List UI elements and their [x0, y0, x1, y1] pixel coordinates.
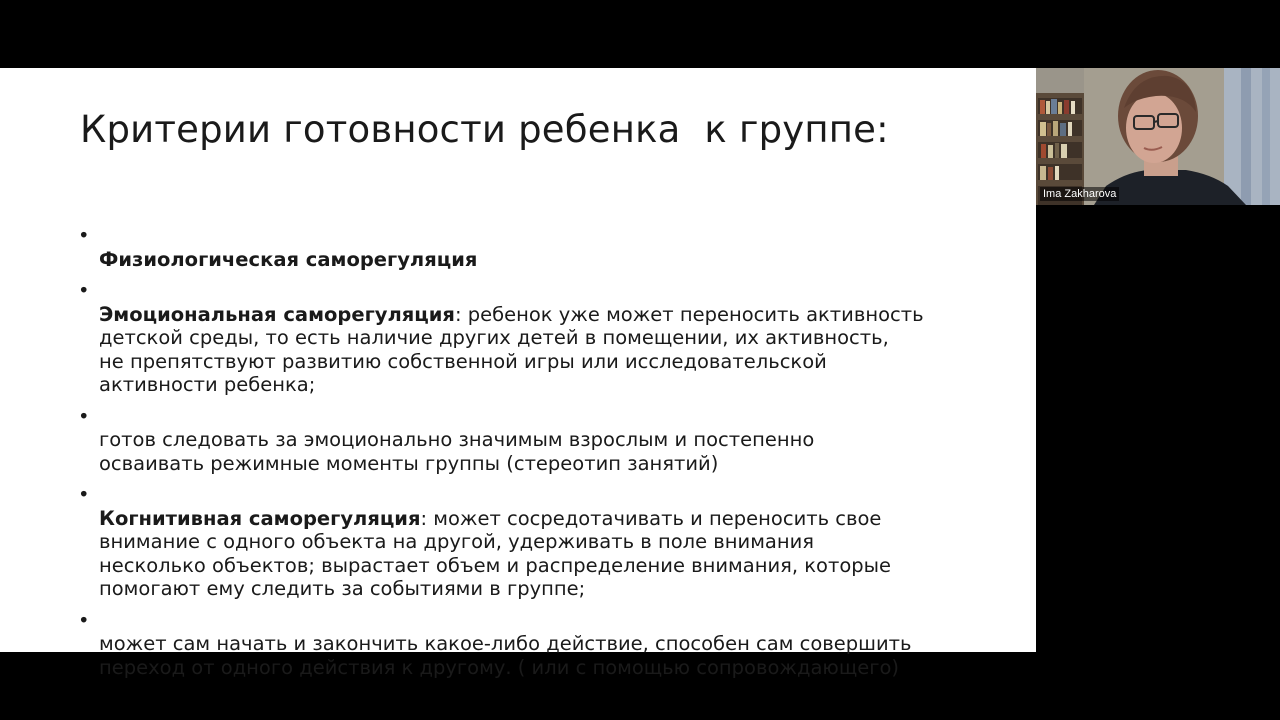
bullet-dot: •: [78, 279, 90, 302]
bullet-text: готов следовать за эмоционально значимым взрослым и постепенно осваивать режимные моменты группы (стереотип занятий): [99, 428, 815, 475]
participant-video-tile[interactable]: [1036, 68, 1280, 205]
slide-bullet-list: [78, 224, 978, 687]
bullet-dot: •: [78, 404, 90, 428]
bullet-text: может сам начать и закончить какое-либо действие, способен сам совершить переход от одного действия к другому. ( или с помощью сопровождающего): [99, 632, 912, 679]
bullet-item: [78, 224, 978, 271]
participant-name-label: Ima Zakharova: [1040, 187, 1119, 201]
bullet-dot: •: [78, 483, 90, 506]
participant-video-feed: [1036, 68, 1280, 205]
bullet-bold-text: Когнитивная саморегуляция: [99, 506, 421, 530]
bullet-item: [78, 405, 978, 476]
bullet-dot: •: [78, 608, 90, 632]
bullet-bold-text: Эмоциональная саморегуляция: [99, 302, 455, 326]
bullet-dot: •: [78, 224, 90, 247]
bullet-text: : ребенок уже может переносить активность детской среды, то есть наличие других детей в помещении, их активность, не препятствуют развитию собственной игры или исследовательской активности ребенка;: [99, 302, 924, 396]
bullet-item: [78, 279, 978, 397]
slide-title: Критерии готовности ребенка к группе:: [80, 108, 889, 151]
bullet-item: [78, 483, 978, 601]
bullet-text: : может сосредотачивать и переносить свое внимание с одного объекта на другой, удерживать в поле внимания несколько объектов; вырастает объем и распределение внимания, которые помогают ему следить за событиями в группе;: [99, 506, 892, 600]
bullet-item: [78, 609, 978, 680]
shared-slide: [0, 68, 1036, 679]
bullet-bold-text: Физиологическая саморегуляция: [99, 247, 478, 271]
